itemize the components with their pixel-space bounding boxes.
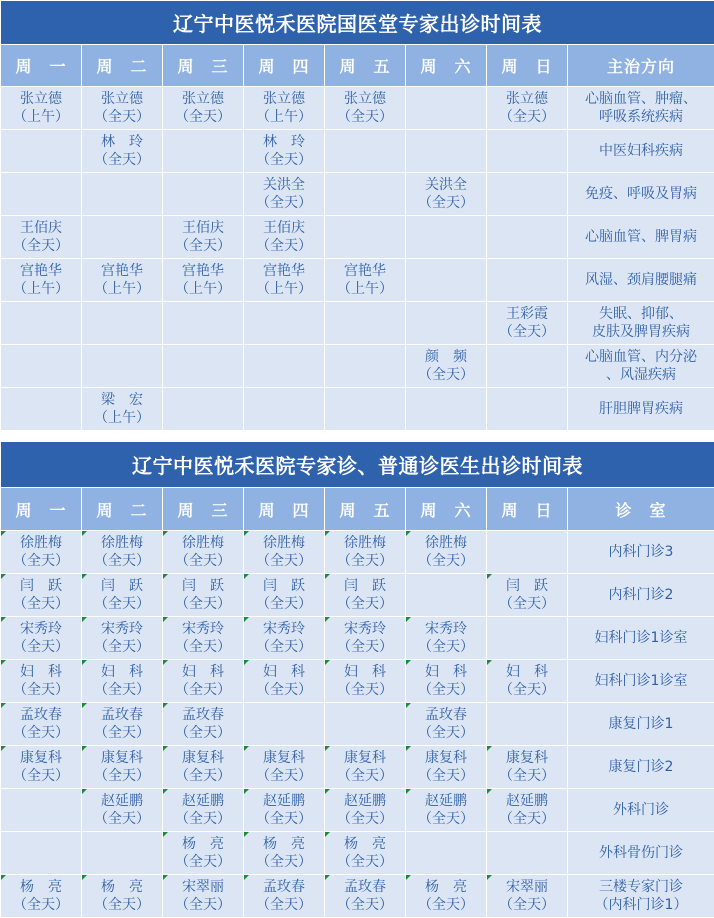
column-header-day: 周 四 (244, 488, 325, 531)
corner-marker (406, 875, 411, 880)
column-header-day: 周 二 (82, 45, 163, 87)
corner-marker (244, 832, 249, 837)
corner-marker (1, 531, 6, 536)
column-header-day: 周 一 (1, 45, 82, 87)
doctor-cell: 关洪全 （全天） (244, 173, 325, 216)
doctor-cell: 康复科 （全天） (325, 746, 406, 789)
doctor-cell (487, 703, 568, 746)
table-body (1, 531, 714, 918)
doctor-cell: 张立德 （全天） (82, 87, 163, 130)
doctor-cell (406, 216, 487, 259)
doctor-cell (406, 832, 487, 875)
specialty-cell: 外科门诊 (568, 789, 714, 832)
corner-marker (487, 574, 492, 579)
table-title: 辽宁中医悦禾医院国医堂专家出诊时间表 (1, 1, 714, 45)
doctor-cell (82, 832, 163, 875)
table-row (1, 87, 714, 130)
doctor-cell (487, 173, 568, 216)
column-header-extra: 主治方向 (568, 45, 714, 87)
specialty-cell: 妇科门诊1诊室 (568, 660, 714, 703)
doctor-cell (325, 173, 406, 216)
corner-marker (82, 660, 87, 665)
doctor-cell: 张立德 （上午） (1, 87, 82, 130)
doctor-cell: 宋秀玲 （全天） (82, 617, 163, 660)
corner-marker (244, 660, 249, 665)
doctor-cell: 宋翠丽 （全天） (163, 875, 244, 918)
doctor-cell (487, 345, 568, 388)
doctor-cell: 张立德 （上午） (244, 87, 325, 130)
corner-marker (1, 746, 6, 751)
corner-marker (244, 574, 249, 579)
table-row (1, 216, 714, 259)
specialty-cell: 风湿、颈肩腰腿痛 (568, 259, 714, 302)
doctor-cell (325, 345, 406, 388)
doctor-cell: 杨 亮 （全天） (1, 875, 82, 918)
corner-marker (1, 875, 6, 880)
doctor-cell (406, 259, 487, 302)
doctor-cell (1, 302, 82, 345)
doctor-cell: 杨 亮 （全天） (406, 875, 487, 918)
corner-marker (163, 875, 168, 880)
table-row (1, 660, 714, 703)
corner-marker (163, 789, 168, 794)
table-row (1, 302, 714, 345)
doctor-cell: 宫艳华 （上午） (325, 259, 406, 302)
doctor-cell (325, 302, 406, 345)
doctor-cell: 赵延鹏 （全天） (325, 789, 406, 832)
corner-marker (406, 746, 411, 751)
corner-marker (487, 746, 492, 751)
column-header-extra: 诊 室 (568, 488, 714, 531)
doctor-cell: 赵延鹏 （全天） (82, 789, 163, 832)
corner-marker (406, 531, 411, 536)
doctor-cell (163, 345, 244, 388)
doctor-cell (244, 302, 325, 345)
doctor-cell (244, 388, 325, 431)
doctor-cell (487, 130, 568, 173)
table-row (1, 130, 714, 173)
corner-marker (82, 703, 87, 708)
table-row (1, 703, 714, 746)
doctor-cell (163, 173, 244, 216)
column-header-day: 周 六 (406, 45, 487, 87)
doctor-cell: 徐胜梅 （全天） (163, 531, 244, 574)
doctor-cell: 徐胜梅 （全天） (406, 531, 487, 574)
doctor-cell: 孟玫春 （全天） (244, 875, 325, 918)
doctor-cell (1, 832, 82, 875)
doctor-cell: 颜 频 （全天） (406, 345, 487, 388)
corner-marker (163, 617, 168, 622)
table-row (1, 574, 714, 617)
doctor-cell: 杨 亮 （全天） (325, 832, 406, 875)
doctor-cell: 赵延鹏 （全天） (163, 789, 244, 832)
doctor-cell: 康复科 （全天） (406, 746, 487, 789)
doctor-cell: 赵延鹏 （全天） (244, 789, 325, 832)
corner-marker (325, 746, 330, 751)
table-row (1, 259, 714, 302)
table-title-row (1, 1, 714, 45)
corner-marker (406, 617, 411, 622)
doctor-cell: 康复科 （全天） (1, 746, 82, 789)
corner-marker (487, 660, 492, 665)
column-header-day: 周 二 (82, 488, 163, 531)
guoyitang-schedule-table (0, 0, 714, 431)
corner-marker (325, 531, 330, 536)
doctor-cell: 孟玫春 （全天） (1, 703, 82, 746)
doctor-cell (82, 345, 163, 388)
doctor-cell: 徐胜梅 （全天） (1, 531, 82, 574)
doctor-cell: 宫艳华 （上午） (82, 259, 163, 302)
corner-marker (82, 746, 87, 751)
specialty-cell: 免疫、呼吸及胃病 (568, 173, 714, 216)
doctor-cell (406, 388, 487, 431)
corner-marker (244, 617, 249, 622)
doctor-cell: 宋秀玲 （全天） (244, 617, 325, 660)
doctor-cell: 宫艳华 （上午） (1, 259, 82, 302)
corner-marker (82, 531, 87, 536)
doctor-cell (1, 130, 82, 173)
corner-marker (406, 789, 411, 794)
doctor-cell: 闫 跃 （全天） (1, 574, 82, 617)
doctor-cell (1, 173, 82, 216)
doctor-cell: 闫 跃 （全天） (163, 574, 244, 617)
doctor-cell (163, 388, 244, 431)
doctor-cell (406, 130, 487, 173)
specialty-cell: 康复门诊1 (568, 703, 714, 746)
corner-marker (325, 660, 330, 665)
doctor-cell: 康复科 （全天） (244, 746, 325, 789)
corner-marker (325, 789, 330, 794)
table-title: 辽宁中医悦禾医院专家诊、普通诊医生出诊时间表 (1, 442, 714, 488)
doctor-cell: 妇 科 （全天） (82, 660, 163, 703)
corner-marker (325, 832, 330, 837)
section-divider (0, 430, 714, 441)
doctor-cell (406, 87, 487, 130)
specialty-cell: 内科门诊2 (568, 574, 714, 617)
corner-marker (163, 574, 168, 579)
corner-marker (406, 703, 411, 708)
doctor-cell (244, 345, 325, 388)
doctor-cell (82, 302, 163, 345)
corner-marker (82, 875, 87, 880)
corner-marker (244, 875, 249, 880)
doctor-cell (325, 388, 406, 431)
doctor-cell: 宋秀玲 （全天） (325, 617, 406, 660)
doctor-cell: 杨 亮 （全天） (163, 832, 244, 875)
specialty-cell: 心脑血管、内分泌 、风湿疾病 (568, 345, 714, 388)
doctor-cell: 妇 科 （全天） (163, 660, 244, 703)
doctor-cell: 杨 亮 （全天） (82, 875, 163, 918)
doctor-cell: 林 玲 （全天） (244, 130, 325, 173)
specialty-cell: 康复门诊2 (568, 746, 714, 789)
doctor-cell: 闫 跃 （全天） (487, 574, 568, 617)
doctor-cell: 张立德 （全天） (163, 87, 244, 130)
doctor-cell: 王佰庆 （全天） (163, 216, 244, 259)
column-header-day: 周 三 (163, 45, 244, 87)
corner-marker (325, 617, 330, 622)
doctor-cell (487, 388, 568, 431)
doctor-cell: 宋秀玲 （全天） (406, 617, 487, 660)
table-row (1, 832, 714, 875)
column-header-day: 周 五 (325, 488, 406, 531)
doctor-cell (487, 259, 568, 302)
doctor-cell (244, 703, 325, 746)
doctor-cell: 妇 科 （全天） (1, 660, 82, 703)
doctor-cell: 王彩霞 （全天） (487, 302, 568, 345)
table-row (1, 789, 714, 832)
specialty-cell: 失眠、抑郁、 皮肤及脾胃疾病 (568, 302, 714, 345)
doctor-cell (82, 173, 163, 216)
doctor-cell: 妇 科 （全天） (487, 660, 568, 703)
doctor-cell: 康复科 （全天） (487, 746, 568, 789)
corner-marker (244, 531, 249, 536)
doctor-cell (1, 388, 82, 431)
corner-marker (244, 789, 249, 794)
doctor-cell: 闫 跃 （全天） (325, 574, 406, 617)
doctor-cell (325, 130, 406, 173)
specialty-cell: 肝胆脾胃疾病 (568, 388, 714, 431)
doctor-cell: 关洪全 （全天） (406, 173, 487, 216)
doctor-cell: 宋秀玲 （全天） (163, 617, 244, 660)
column-header-day: 周 四 (244, 45, 325, 87)
specialty-cell: 心脑血管、脾胃病 (568, 216, 714, 259)
doctor-cell: 妇 科 （全天） (325, 660, 406, 703)
doctor-cell: 孟玫春 （全天） (82, 703, 163, 746)
corner-marker (82, 617, 87, 622)
specialty-cell: 内科门诊3 (568, 531, 714, 574)
doctor-cell (487, 531, 568, 574)
specialty-cell: 中医妇科疾病 (568, 130, 714, 173)
doctor-cell: 孟玫春 （全天） (163, 703, 244, 746)
corner-marker (325, 875, 330, 880)
general-clinic-schedule-table (0, 441, 714, 918)
doctor-cell: 徐胜梅 （全天） (244, 531, 325, 574)
column-header-day: 周 三 (163, 488, 244, 531)
corner-marker (82, 789, 87, 794)
corner-marker (487, 875, 492, 880)
specialty-cell: 妇科门诊1诊室 (568, 617, 714, 660)
table-row (1, 875, 714, 918)
doctor-cell: 孟玫春 （全天） (325, 875, 406, 918)
corner-marker (163, 531, 168, 536)
specialty-cell: 三楼专家门诊 （内科门诊1） (568, 875, 714, 918)
corner-marker (1, 703, 6, 708)
corner-marker (487, 789, 492, 794)
doctor-cell: 赵延鹏 （全天） (406, 789, 487, 832)
doctor-cell: 宫艳华 （上午） (244, 259, 325, 302)
specialty-cell: 心脑血管、肿瘤、 呼吸系统疾病 (568, 87, 714, 130)
table-row (1, 345, 714, 388)
doctor-cell: 闫 跃 （全天） (82, 574, 163, 617)
corner-marker (163, 703, 168, 708)
corner-marker (1, 574, 6, 579)
doctor-cell (325, 703, 406, 746)
doctor-cell: 宋翠丽 （全天） (487, 875, 568, 918)
doctor-cell: 杨 亮 （全天） (244, 832, 325, 875)
doctor-cell: 妇 科 （全天） (244, 660, 325, 703)
table-header-row (1, 45, 714, 87)
doctor-cell: 宫艳华 （上午） (163, 259, 244, 302)
doctor-cell (1, 789, 82, 832)
doctor-cell: 赵延鹏 （全天） (487, 789, 568, 832)
corner-marker (244, 746, 249, 751)
column-header-day: 周 日 (487, 488, 568, 531)
doctor-cell: 王佰庆 （全天） (244, 216, 325, 259)
doctor-cell: 张立德 （全天） (325, 87, 406, 130)
doctor-cell (487, 617, 568, 660)
specialty-cell: 外科骨伤门诊 (568, 832, 714, 875)
table-header-row (1, 488, 714, 531)
doctor-cell: 王佰庆 （全天） (1, 216, 82, 259)
table-row (1, 388, 714, 431)
doctor-cell: 林 玲 （全天） (82, 130, 163, 173)
doctor-cell: 徐胜梅 （全天） (82, 531, 163, 574)
doctor-cell (406, 302, 487, 345)
table-row (1, 173, 714, 216)
doctor-cell: 闫 跃 （全天） (244, 574, 325, 617)
doctor-cell (487, 832, 568, 875)
doctor-cell: 妇 科 （全天） (406, 660, 487, 703)
corner-marker (1, 660, 6, 665)
doctor-cell: 徐胜梅 （全天） (325, 531, 406, 574)
corner-marker (163, 832, 168, 837)
doctor-cell (487, 216, 568, 259)
column-header-day: 周 日 (487, 45, 568, 87)
column-header-day: 周 一 (1, 488, 82, 531)
doctor-cell: 康复科 （全天） (163, 746, 244, 789)
doctor-cell (82, 216, 163, 259)
table-body (1, 87, 714, 431)
column-header-day: 周 五 (325, 45, 406, 87)
table-row (1, 746, 714, 789)
doctor-cell (406, 574, 487, 617)
corner-marker (1, 617, 6, 622)
doctor-cell (163, 302, 244, 345)
table-row (1, 531, 714, 574)
table-row (1, 617, 714, 660)
doctor-cell (163, 130, 244, 173)
column-header-day: 周 六 (406, 488, 487, 531)
doctor-cell (325, 216, 406, 259)
corner-marker (163, 660, 168, 665)
corner-marker (82, 574, 87, 579)
corner-marker (163, 746, 168, 751)
doctor-cell: 康复科 （全天） (82, 746, 163, 789)
doctor-cell: 梁 宏 （上午） (82, 388, 163, 431)
doctor-cell (1, 345, 82, 388)
corner-marker (325, 574, 330, 579)
doctor-cell: 张立德 （全天） (487, 87, 568, 130)
corner-marker (406, 660, 411, 665)
doctor-cell: 孟玫春 （全天） (406, 703, 487, 746)
table-title-row (1, 442, 714, 488)
doctor-cell: 宋秀玲 （全天） (1, 617, 82, 660)
